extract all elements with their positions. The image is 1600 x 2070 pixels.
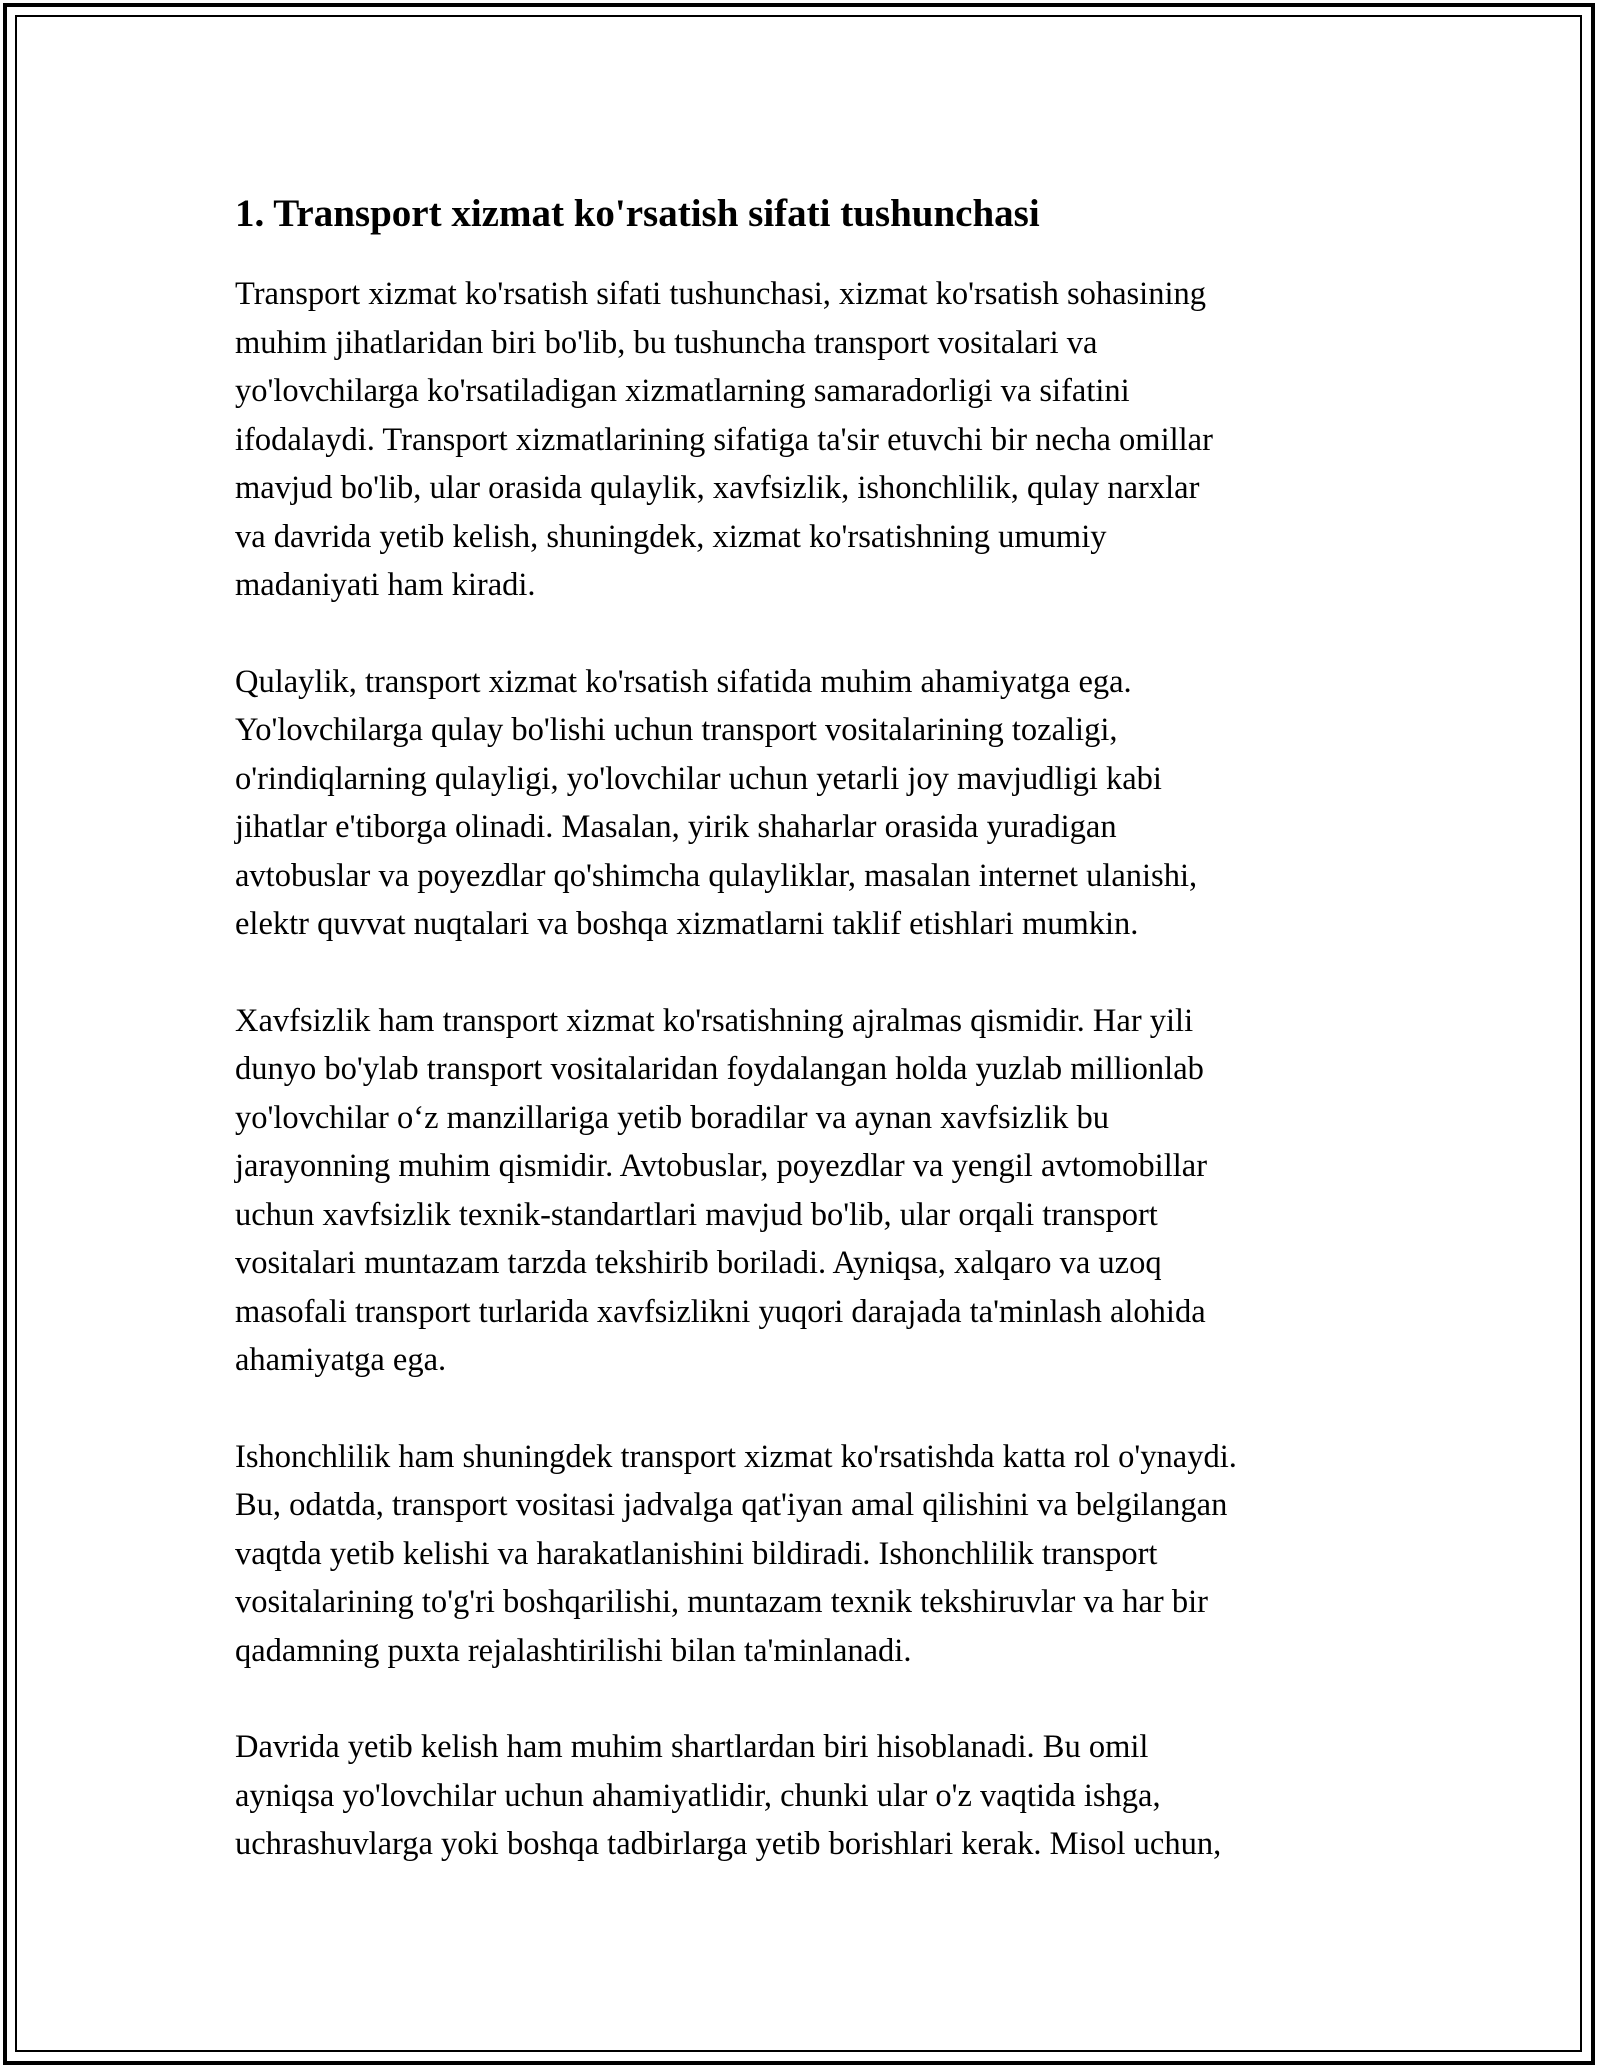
text-line: Transport xizmat ko'rsatish sifati tushunchasi, xizmat ko'rsatish sohasining <box>235 276 1206 312</box>
text-line: qadamning puxta rejalashtirilishi bilan ta'minlanadi. <box>235 1632 912 1669</box>
text-line: Bu, odatda, transport vositasi jadvalga qat'iyan amal qilishini va belgilangan <box>235 1487 1228 1523</box>
text-line: ayniqsa yo'lovchilar uchun ahamiyatlidir, chunki ular o'z vaqtida ishga, <box>235 1777 1161 1814</box>
text-line: jarayonning muhim qismidir. Avtobuslar, poyezdlar va yengil avtomobillar <box>235 1148 1208 1184</box>
text-line: dunyo bo'ylab transport vositalaridan foydalangan holda yuzlab millionlab <box>235 1051 1204 1087</box>
text-line: Xavfsizlik ham transport xizmat ko'rsatishning ajralmas qismidir. Har yili <box>235 1002 1194 1039</box>
text-line: avtobuslar va poyezdlar qo'shimcha qulayliklar, masalan internet ulanishi, <box>235 857 1198 894</box>
text-line: Davrida yetib kelish ham muhim shartlardan biri hisoblanadi. Bu omil <box>235 1729 1149 1765</box>
text-line: vositalari muntazam tarzda tekshirib boriladi. Ayniqsa, xalqaro va uzoq <box>235 1245 1162 1281</box>
text-line: ahamiyatga ega. <box>235 1342 447 1378</box>
text-line: elektr quvvat nuqtalari va boshqa xizmatlarni taklif etishlari mumkin. <box>235 906 1139 942</box>
text-line: uchrashuvlarga yoki boshqa tadbirlarga yetib borishlari kerak. Misol uchun, <box>235 1826 1222 1862</box>
text-line: masofali transport turlarida xavfsizlikni yuqori darajada ta'minlash alohida <box>235 1293 1206 1330</box>
paragraph <box>235 1723 1390 1869</box>
text-line: muhim jihatlaridan biri bo'lib, bu tushuncha transport vositalari va <box>235 324 1098 361</box>
text-line: mavjud bo'lib, ular orasida qulaylik, xavfsizlik, ishonchlilik, qulay narxlar <box>235 470 1200 506</box>
text-line: uchun xavfsizlik texnik-standartlari mavjud bo'lib, ular orqali transport <box>235 1196 1158 1233</box>
text-line: yo'lovchilar o‘z manzillariga yetib boradilar va aynan xavfsizlik bu <box>235 1099 1110 1136</box>
paragraph <box>235 270 1390 610</box>
text-line: yo'lovchilarga ko'rsatiladigan xizmatlarning samaradorligi va sifatini <box>235 373 1130 409</box>
text-line: o'rindiqlarning qulayligi, yo'lovchilar uchun yetarli joy mavjudligi kabi <box>235 760 1162 797</box>
paragraph <box>235 658 1390 949</box>
text-line: Qulaylik, transport xizmat ko'rsatish sifatida muhim ahamiyatga ega. <box>235 663 1132 700</box>
text-line: Yo'lovchilarga qulay bo'lishi uchun transport vositalarining tozaligi, <box>235 712 1118 748</box>
text-line: ifodalaydi. Transport xizmatlarining sifatiga ta'sir etuvchi bir necha omillar <box>235 421 1213 458</box>
text-line: va davrida yetib kelish, shuningdek, xizmat ko'rsatishning umumiy <box>235 518 1107 555</box>
paragraph <box>235 997 1390 1385</box>
text-line: madaniyati ham kiradi. <box>235 567 536 603</box>
text-line: vaqtda yetib kelishi va harakatlanishini bildiradi. Ishonchlilik transport <box>235 1535 1158 1572</box>
paragraph <box>235 1433 1390 1676</box>
text-line: Ishonchlilik ham shuningdek transport xizmat ko'rsatishda katta rol o'ynaydi. <box>235 1438 1237 1475</box>
text-line: vositalarining to'g'ri boshqarilishi, muntazam texnik tekshiruvlar va har bir <box>235 1584 1208 1620</box>
document-body <box>235 180 1390 1917</box>
text-line: jihatlar e'tiborga olinadi. Masalan, yirik shaharlar orasida yuradigan <box>235 809 1117 845</box>
section-heading: 1. Transport xizmat ko'rsatish sifati tushunchasi <box>235 192 1040 235</box>
paragraph-list <box>235 270 1390 1869</box>
